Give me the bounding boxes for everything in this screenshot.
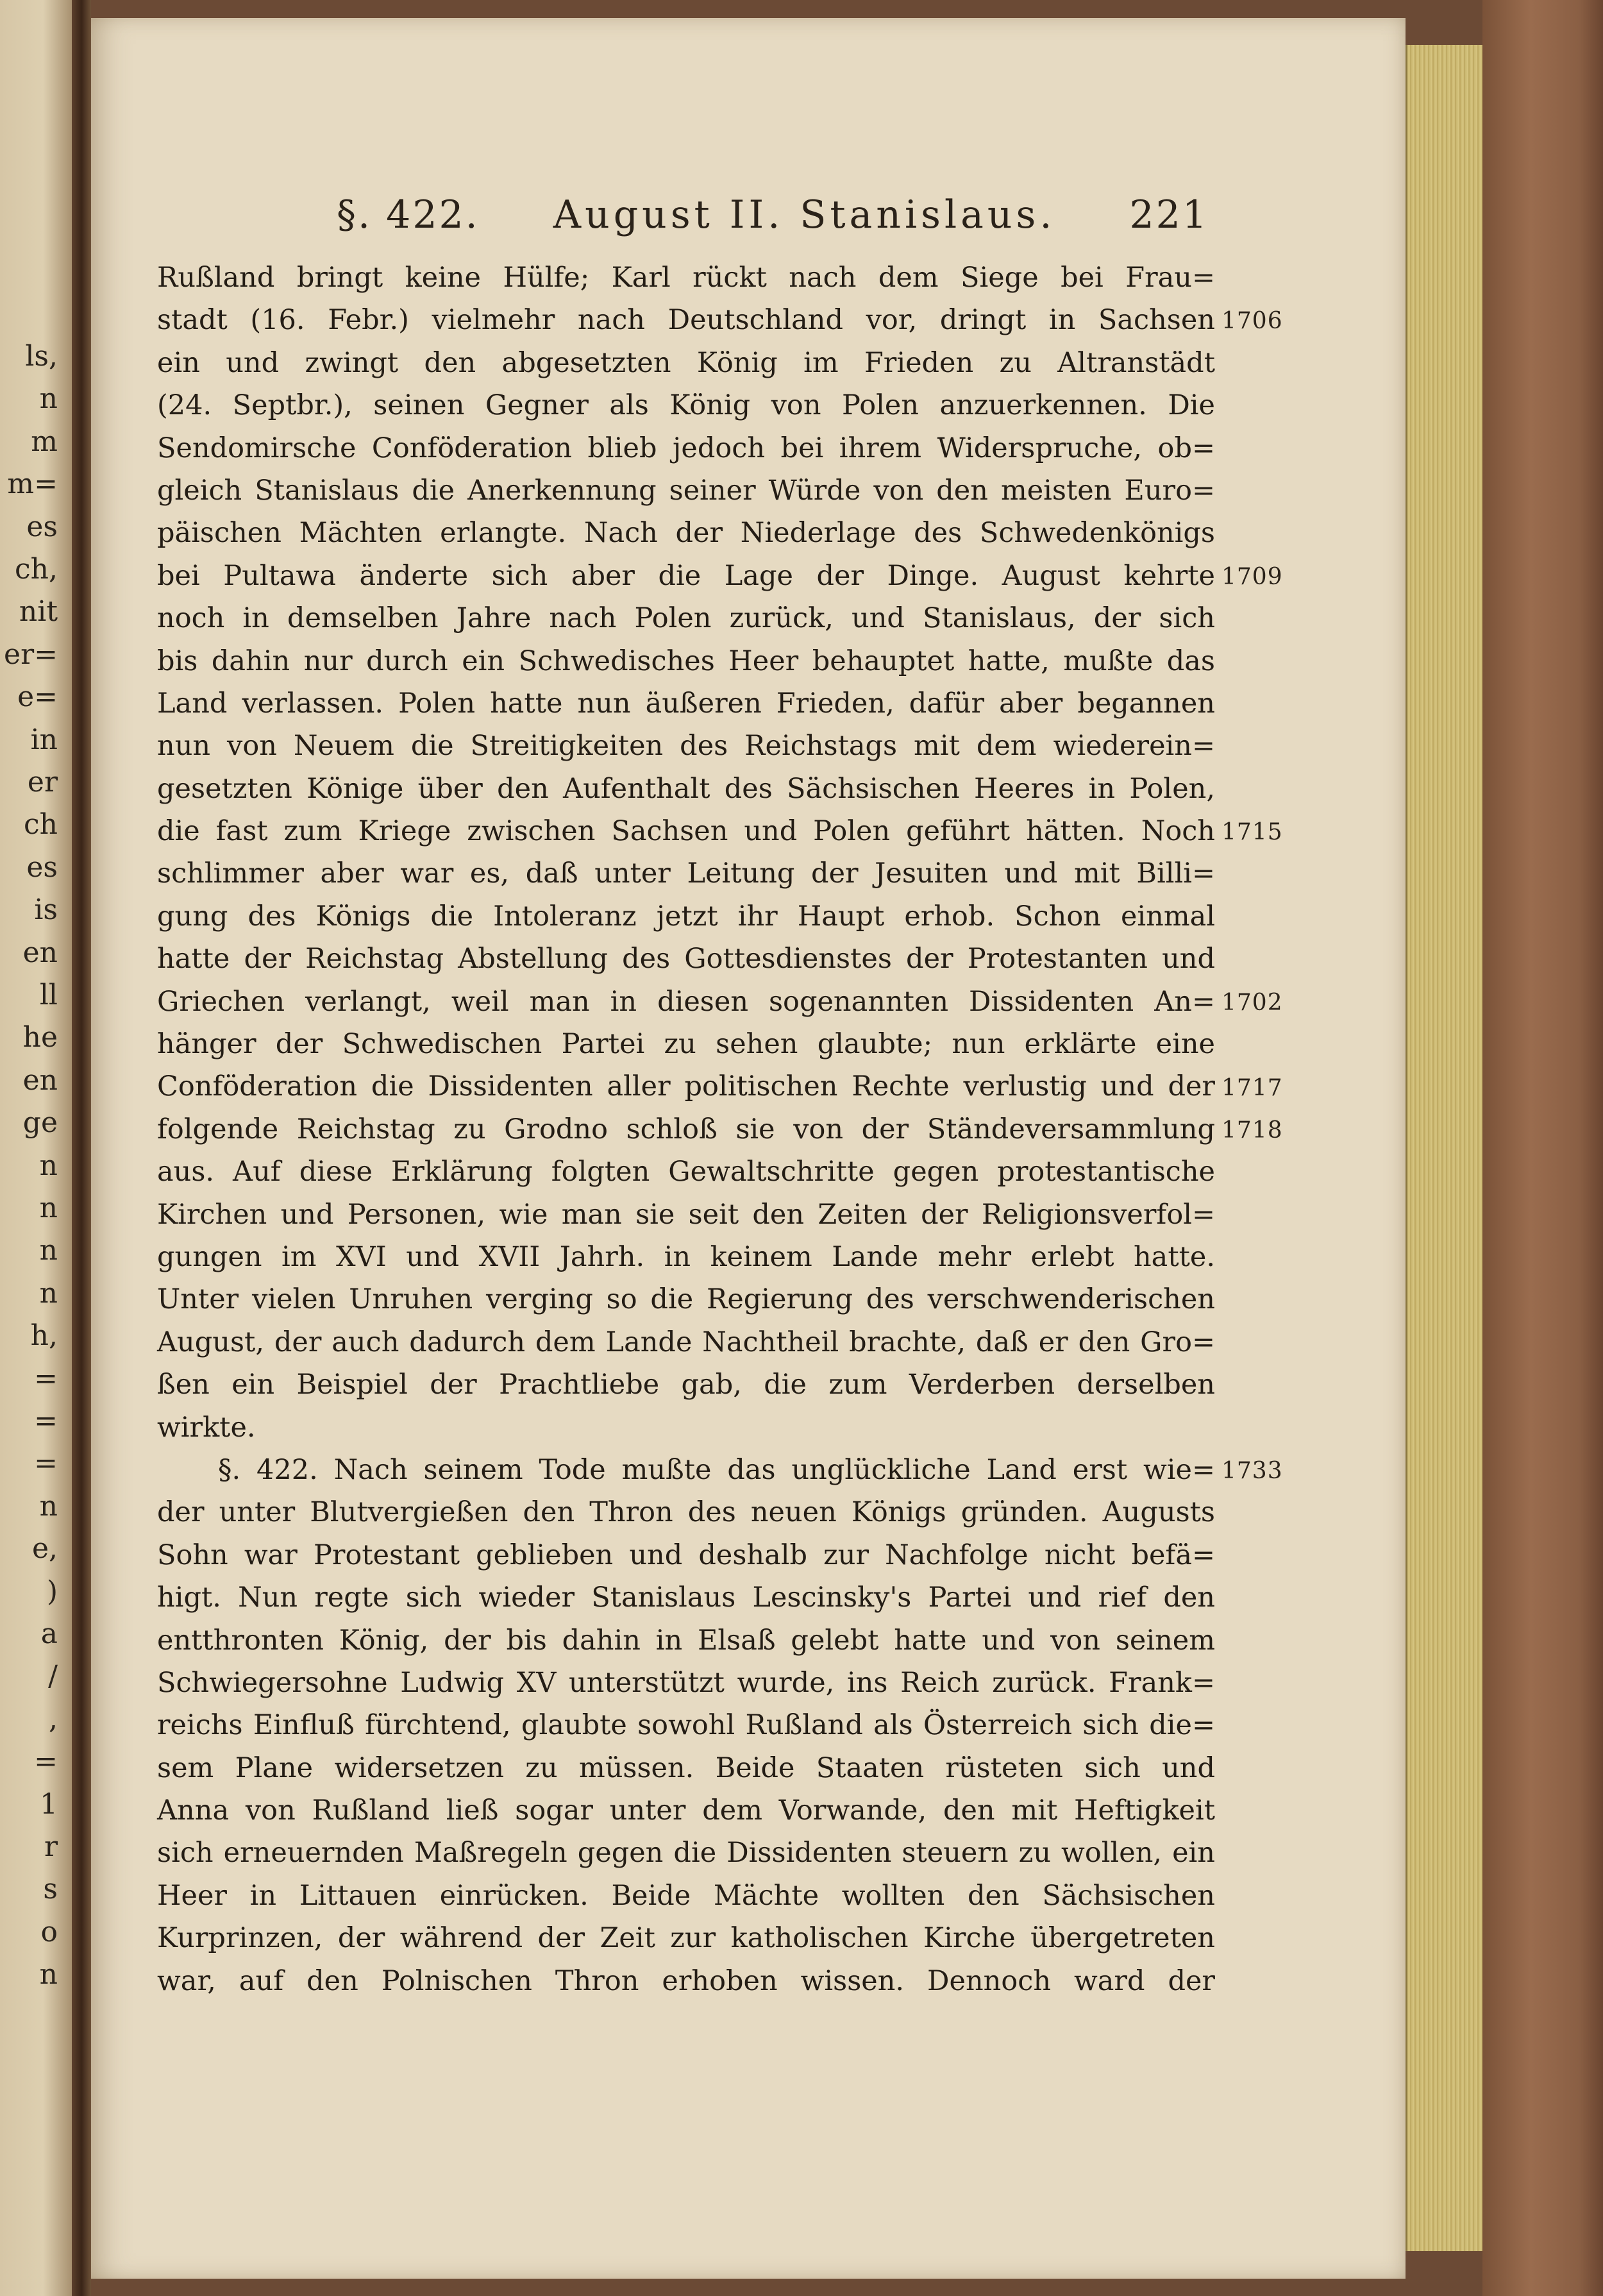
text-line: August, der auch dadurch dem Lande Nachtheil brachte, daß er den Gro= xyxy=(157,1326,1215,1358)
text-line: stadt (16. Febr.) vielmehr nach Deutschland vor, dringt in Sachsen xyxy=(157,304,1215,337)
left-page-fragment: e= xyxy=(17,680,58,714)
left-page-fragment: n xyxy=(39,1489,58,1523)
text-line: die fast zum Kriege zwischen Sachsen und Polen geführt hätten. Noch xyxy=(157,815,1215,848)
left-page-fragment: m xyxy=(31,425,58,458)
text-line: gungen im XVI und XVII Jahrh. in keinem Lande mehr erlebt hatte. xyxy=(157,1240,1215,1273)
left-page-fragment: er xyxy=(27,766,58,798)
left-page-fragment: h, xyxy=(30,1319,58,1353)
left-page-fragment: n xyxy=(39,1192,58,1224)
left-page-fragment: m= xyxy=(7,468,58,501)
left-page-fragment: he xyxy=(22,1021,58,1054)
text-line: (24. Septbr.), seinen Gegner als König von Polen anzuerkennen. Die xyxy=(157,389,1215,422)
left-page-fragment: es xyxy=(26,850,58,884)
left-page-fragment: o xyxy=(40,1915,58,1948)
left-page-text-fragments xyxy=(0,0,72,2296)
text-line: war, auf den Polnischen Thron erhoben wissen. Dennoch ward der xyxy=(157,1964,1215,1997)
text-line: Heer in Littauen einrücken. Beide Mächte wollten den Sächsischen xyxy=(157,1879,1215,1912)
margin-year: 1733 xyxy=(1221,1458,1283,1485)
left-page-fragment: er= xyxy=(4,637,58,671)
text-line: wirkte. xyxy=(157,1411,256,1444)
text-line: Conföderation die Dissidenten aller politischen Rechte verlustig und der xyxy=(157,1070,1215,1103)
header-title: August II. Stanislaus. xyxy=(553,192,1056,237)
left-page-fragment: n xyxy=(39,1149,58,1182)
margin-year: 1718 xyxy=(1221,1117,1283,1144)
text-line: Rußland bringt keine Hülfe; Karl rückt nach dem Siege bei Frau= xyxy=(157,262,1215,294)
left-page-fragment: ls, xyxy=(25,340,58,373)
text-line: hänger der Schwedischen Partei zu sehen glaubte; nun erklärte eine xyxy=(157,1028,1215,1061)
section-start-line: §. 422. Nach seinem Tode mußte das unglückliche Land erst wie= xyxy=(218,1453,1215,1486)
text-line: nun von Neuem die Streitigkeiten des Reichstags mit dem wiederein= xyxy=(157,730,1215,763)
left-page-fragment: nit xyxy=(19,595,58,629)
left-page-fragment: ) xyxy=(46,1574,58,1608)
text-line: reichs Einfluß fürchtend, glaubte sowohl Rußland als Österreich sich die= xyxy=(157,1709,1215,1742)
left-page-fragment: r xyxy=(44,1830,58,1863)
left-page-fragment: , xyxy=(49,1702,58,1735)
left-page-fragment: = xyxy=(34,1447,58,1480)
left-page-fragment: = xyxy=(34,1405,58,1437)
text-line: ein und zwingt den abgesetzten König im Frieden zu Altranstädt xyxy=(157,346,1215,379)
left-page-fragment: en xyxy=(22,1063,58,1097)
text-line: päischen Mächten erlangte. Nach der Niederlage des Schwedenkönigs xyxy=(157,517,1215,550)
text-line: hatte der Reichstag Abstellung des Gottesdienstes der Protestanten und xyxy=(157,943,1215,975)
left-page-fragment: ll xyxy=(39,979,58,1011)
left-page-fragment: n xyxy=(39,1234,58,1267)
text-line: sich erneuernden Maßregeln gegen die Dissidenten steuern zu wollen, ein xyxy=(157,1837,1215,1870)
left-page-fragment: es xyxy=(26,510,58,543)
text-line: entthronten König, der bis dahin in Elsaß gelebt hatte und von seinem xyxy=(157,1624,1215,1657)
text-line: Sendomirsche Conföderation blieb jedoch bei ihrem Widerspruche, ob= xyxy=(157,432,1215,464)
header-section: §. 422. xyxy=(337,192,480,237)
body-text xyxy=(157,257,1215,2002)
text-line: aus. Auf diese Erklärung folgten Gewaltschritte gegen protestantische xyxy=(157,1156,1215,1188)
text-line: bis dahin nur durch ein Schwedisches Heer behauptet hatte, mußte das xyxy=(157,645,1215,677)
text-line: der unter Blutvergießen den Thron des neuen Königs gründen. Augusts xyxy=(157,1496,1215,1529)
margin-year: 1709 xyxy=(1221,563,1283,590)
left-page-fragment: in xyxy=(30,723,58,756)
text-line: gung des Königs die Intoleranz jetzt ihr Haupt erhob. Schon einmal xyxy=(157,900,1215,933)
left-page-fragment: a xyxy=(40,1617,58,1650)
left-page-fragment: n xyxy=(39,382,58,416)
margin-year: 1702 xyxy=(1221,989,1283,1016)
text-line: noch in demselben Jahre nach Polen zurück, und Stanislaus, der sich xyxy=(157,602,1215,635)
text-line: Anna von Rußland ließ sogar unter dem Vorwande, den mit Heftigkeit xyxy=(157,1794,1215,1827)
book-gutter xyxy=(72,0,91,2296)
text-line: folgende Reichstag zu Grodno schloß sie von der Ständeversammlung xyxy=(157,1113,1215,1145)
left-page-fragment: n xyxy=(39,1276,58,1310)
text-line: Sohn war Protestant geblieben und deshalb zur Nachfolge nicht befä= xyxy=(157,1539,1215,1571)
left-page-fragment: is xyxy=(34,893,58,927)
margin-year: 1706 xyxy=(1221,308,1283,335)
page-number: 221 xyxy=(1129,192,1209,237)
left-page-fragment: ch, xyxy=(15,553,58,586)
margin-year: 1717 xyxy=(1221,1074,1283,1101)
text-line: Schwiegersohne Ludwig XV unterstützt wurde, ins Reich zurück. Frank= xyxy=(157,1666,1215,1699)
left-page-fragment: ge xyxy=(22,1106,58,1140)
text-line: Unter vielen Unruhen verging so die Regierung des verschwenderischen xyxy=(157,1283,1215,1316)
left-page-fragment: e, xyxy=(31,1532,58,1566)
text-line: higt. Nun regte sich wieder Stanislaus Lescinsky's Partei und rief den xyxy=(157,1582,1215,1614)
text-line: Kurprinzen, der während der Zeit zur katholischen Kirche übergetreten xyxy=(157,1922,1215,1955)
book-cover-edge xyxy=(1482,0,1603,2296)
left-page-fragment: s xyxy=(43,1873,58,1906)
left-page-edge xyxy=(0,0,72,2296)
text-line: ßen ein Beispiel der Prachtliebe gab, die zum Verderben derselben xyxy=(157,1369,1215,1401)
text-line: Griechen verlangt, weil man in diesen sogenannten Dissidenten An= xyxy=(157,985,1215,1018)
left-page-fragment: n xyxy=(39,1958,58,1991)
left-page-fragment: / xyxy=(48,1660,58,1693)
text-line: gesetzten Könige über den Aufenthalt des Sächsischen Heeres in Polen, xyxy=(157,772,1215,805)
left-page-fragment: = xyxy=(34,1362,58,1395)
text-line: bei Pultawa änderte sich aber die Lage der Dinge. August kehrte xyxy=(157,559,1215,592)
text-line: Kirchen und Personen, wie man sie seit den Zeiten der Religionsverfol= xyxy=(157,1198,1215,1231)
text-line: Land verlassen. Polen hatte nun äußeren Frieden, dafür aber begannen xyxy=(157,687,1215,720)
text-line: sem Plane widersetzen zu müssen. Beide Staaten rüsteten sich und xyxy=(157,1752,1215,1784)
running-header xyxy=(337,192,1209,250)
text-line: gleich Stanislaus die Anerkennung seiner Würde von den meisten Euro= xyxy=(157,474,1215,507)
margin-year: 1715 xyxy=(1221,819,1283,846)
page-fore-edge xyxy=(1406,45,1484,2251)
text-line: schlimmer aber war es, daß unter Leitung der Jesuiten und mit Billi= xyxy=(157,857,1215,890)
left-page-fragment: 1 xyxy=(40,1787,58,1821)
left-page-fragment: = xyxy=(34,1745,58,1778)
left-page-fragment: en xyxy=(22,936,58,969)
left-page-fragment: ch xyxy=(24,808,58,841)
